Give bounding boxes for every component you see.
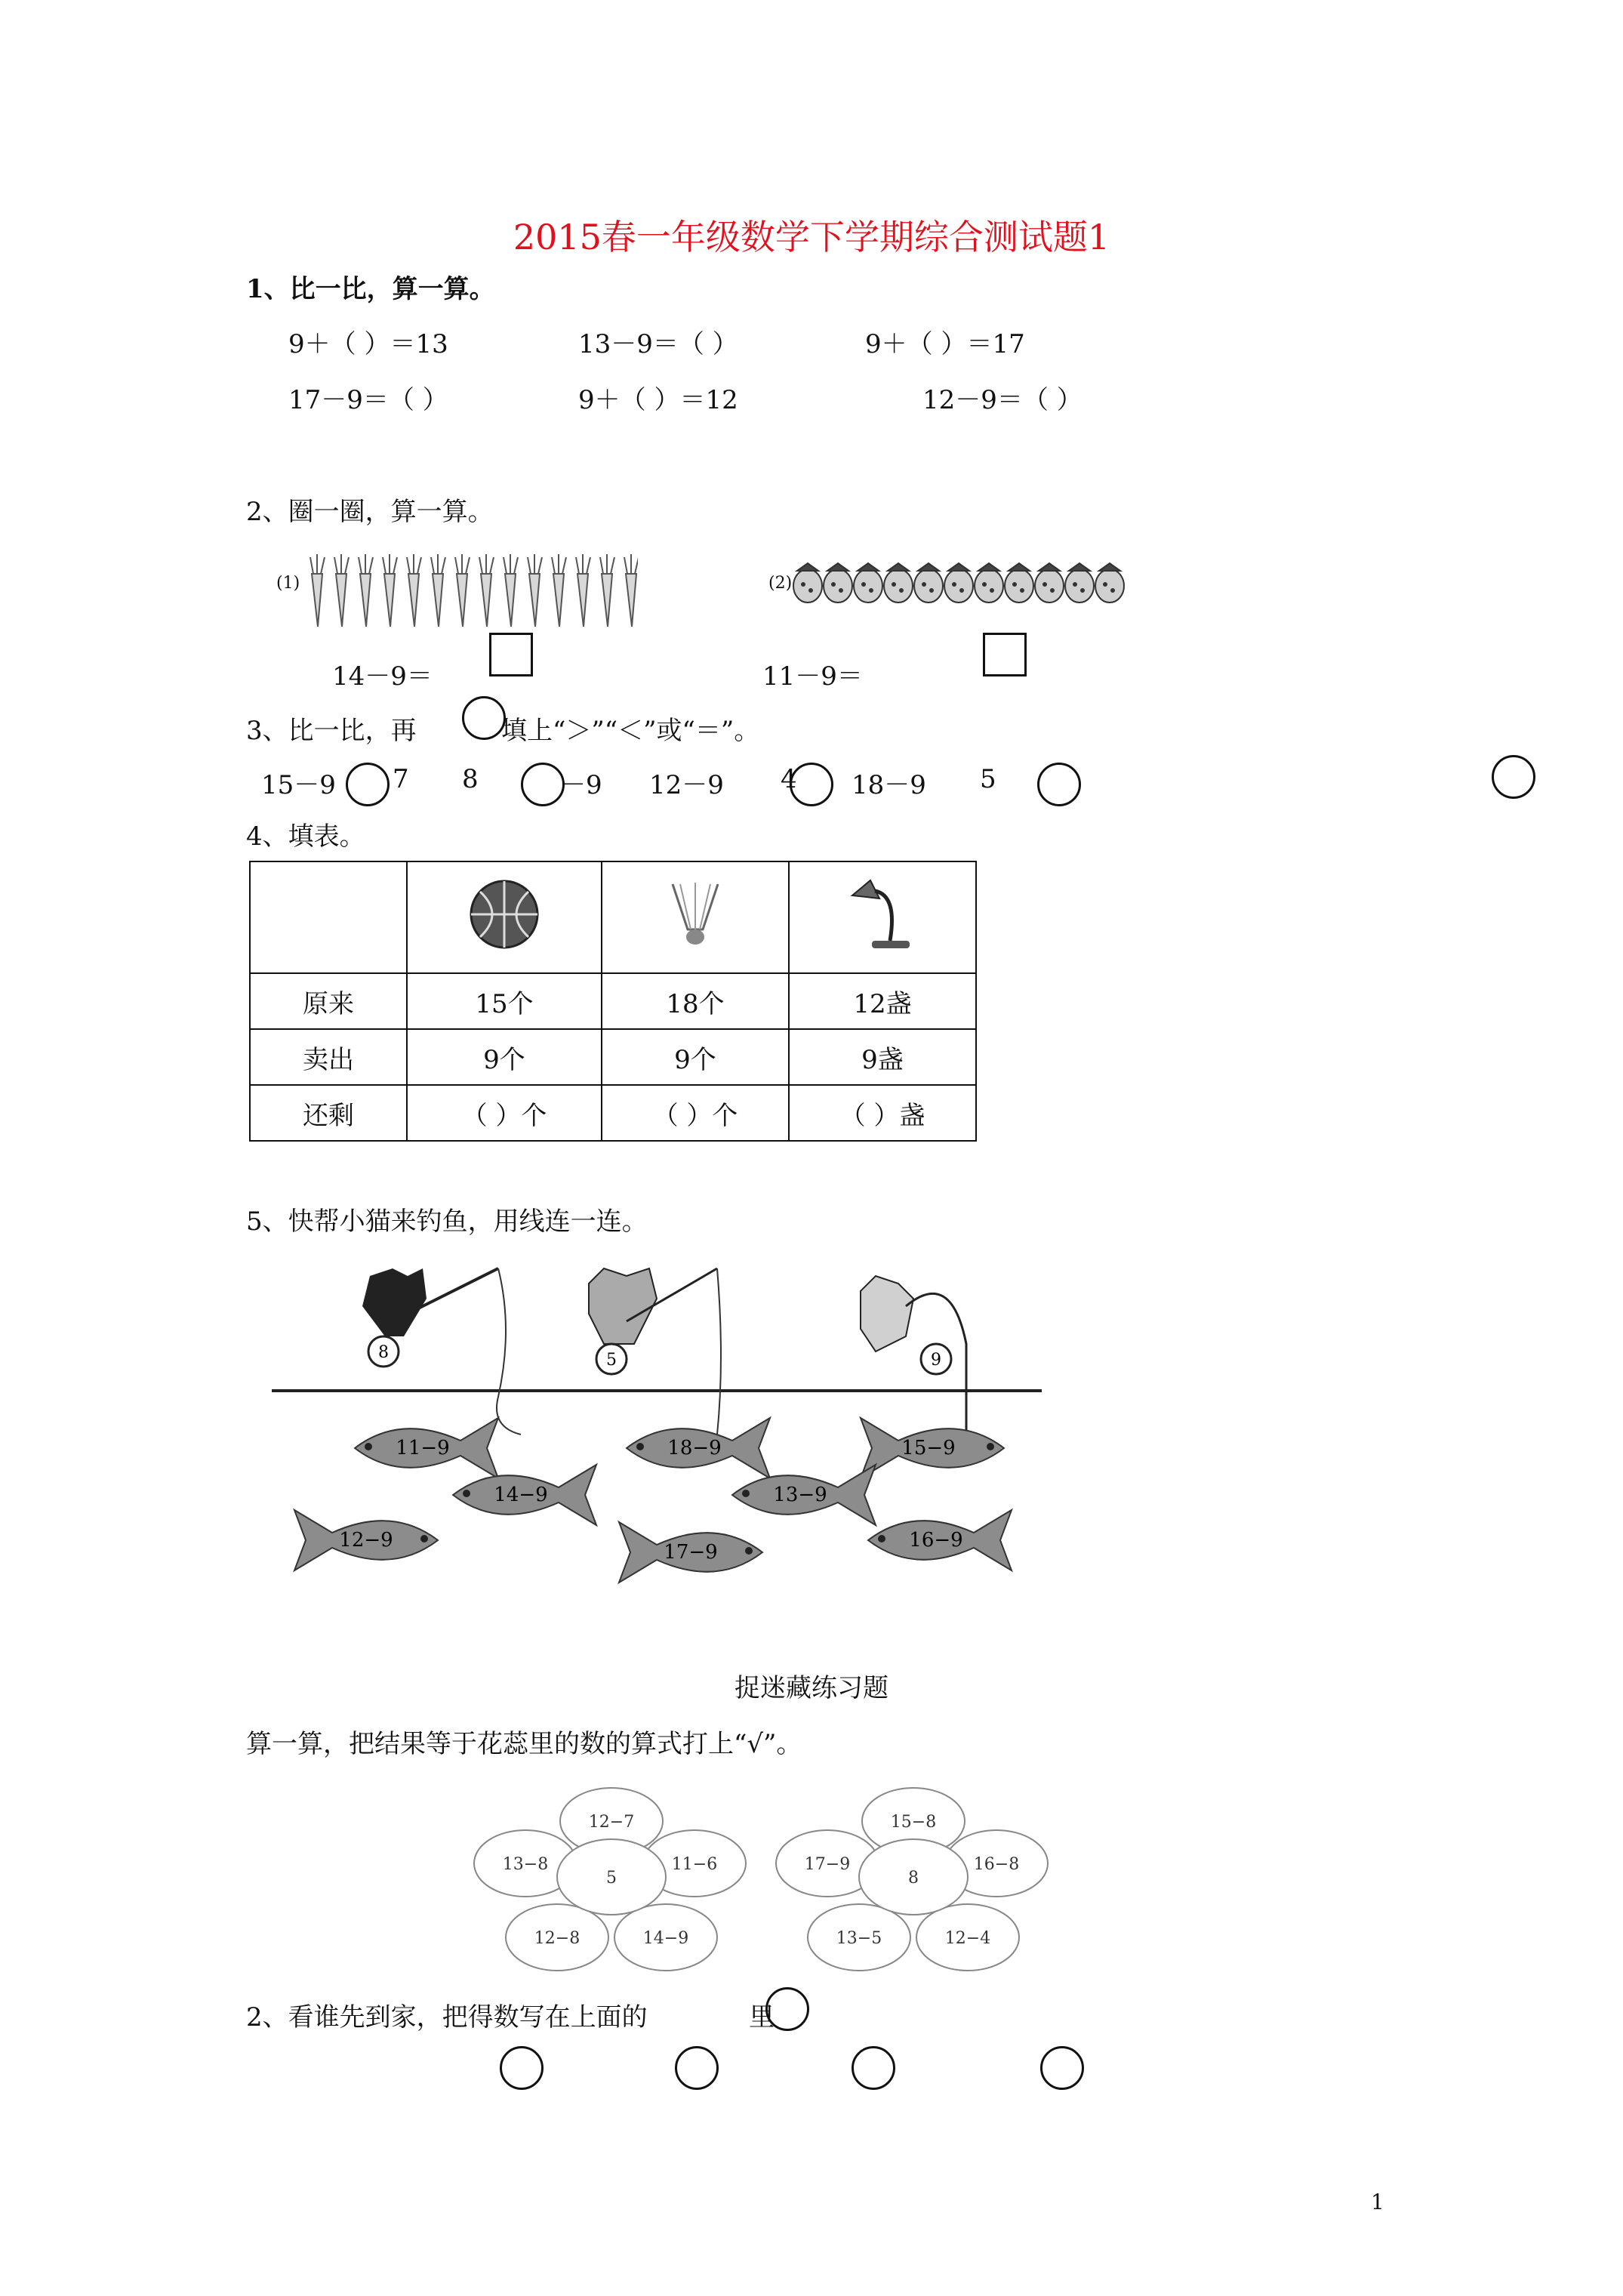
fish-icon bbox=[619, 1522, 762, 1583]
compare-circle[interactable] bbox=[521, 763, 565, 806]
q3-item: 18－9 bbox=[852, 770, 926, 800]
flower-diagram-2 bbox=[770, 1782, 1057, 1978]
compare-circle[interactable] bbox=[790, 763, 833, 806]
answer-box[interactable] bbox=[489, 633, 533, 676]
page-title: 2015春一年级数学下学期综合测试题1 bbox=[513, 217, 1110, 257]
fish-icon bbox=[355, 1418, 498, 1478]
strawberries-picture bbox=[793, 559, 1155, 606]
cat-number: 8 bbox=[378, 1343, 389, 1362]
fish-label: 18−9 bbox=[667, 1437, 722, 1459]
table-corner bbox=[250, 861, 407, 973]
table-cell: 9个 bbox=[602, 1029, 789, 1085]
petal-label: 13−5 bbox=[836, 1929, 882, 1948]
q4-heading: 4、填表。 bbox=[246, 821, 365, 852]
compare-circle[interactable] bbox=[346, 763, 390, 806]
q1-heading: 1、比一比，算一算。 bbox=[246, 274, 495, 304]
fish-icon bbox=[627, 1418, 770, 1478]
q2-eq-2: 11－9＝ bbox=[762, 661, 863, 692]
q3-heading: 3、比一比，再 bbox=[246, 716, 417, 746]
answer-circle[interactable] bbox=[675, 2046, 719, 2090]
table-cell: 18个 bbox=[602, 973, 789, 1029]
table-cell: 9个 bbox=[407, 1029, 602, 1085]
circle-icon bbox=[462, 696, 506, 740]
basketball-icon bbox=[468, 878, 540, 951]
page-number: 1 bbox=[1371, 2190, 1384, 2214]
q1-eq: 9＋（ ）＝13 bbox=[288, 329, 448, 359]
answer-circle[interactable] bbox=[1040, 2046, 1084, 2090]
flower-diagram-1 bbox=[468, 1782, 755, 1978]
lamp-header bbox=[789, 861, 976, 973]
row-label: 还剩 bbox=[250, 1085, 407, 1141]
desk-lamp-icon bbox=[845, 873, 920, 956]
fish-icon bbox=[861, 1418, 1004, 1478]
cat-icon bbox=[362, 1268, 498, 1367]
table-cell[interactable]: （ ）个 bbox=[602, 1085, 789, 1141]
fish-icon bbox=[453, 1465, 596, 1525]
table-cell: 12盏 bbox=[789, 973, 976, 1029]
petal-label: 16−8 bbox=[973, 1855, 1020, 1874]
q3-item: 4 bbox=[781, 764, 797, 794]
cat-number: 9 bbox=[931, 1351, 941, 1370]
fish-icon bbox=[732, 1465, 876, 1525]
petal-label: 13−8 bbox=[502, 1855, 549, 1874]
q3-item: －9 bbox=[560, 770, 602, 800]
petal-label: 11−6 bbox=[671, 1855, 718, 1874]
row-label: 原来 bbox=[250, 973, 407, 1029]
compare-circle[interactable] bbox=[1037, 763, 1081, 806]
cat-icon bbox=[861, 1276, 966, 1442]
answer-box[interactable] bbox=[983, 633, 1027, 676]
fish-label: 15−9 bbox=[901, 1437, 956, 1459]
table-row bbox=[250, 1029, 976, 1085]
fishing-picture bbox=[272, 1253, 1057, 1586]
basketball-header bbox=[407, 861, 602, 973]
cat-icon bbox=[589, 1268, 717, 1374]
q3-item: 7 bbox=[393, 764, 409, 794]
circle-icon bbox=[765, 1987, 809, 2031]
table-cell[interactable]: （ ）个 bbox=[407, 1085, 602, 1141]
q2-label-1: (1) bbox=[276, 574, 300, 593]
row-label: 卖出 bbox=[250, 1029, 407, 1085]
table-cell[interactable]: （ ）盏 bbox=[789, 1085, 976, 1141]
q1-eq: 17－9＝（ ） bbox=[288, 385, 448, 415]
petal-label: 12−4 bbox=[944, 1929, 991, 1948]
cat-number: 5 bbox=[606, 1351, 617, 1370]
q2-heading: 2、圈一圈，算一算。 bbox=[246, 497, 494, 527]
compare-circle[interactable] bbox=[1492, 755, 1535, 799]
table-row bbox=[250, 1085, 976, 1141]
q1-eq: 9＋（ ）＝12 bbox=[578, 385, 738, 415]
table-row bbox=[250, 973, 976, 1029]
q2-eq-1: 14－9＝ bbox=[332, 661, 433, 692]
petal-label: 15−8 bbox=[890, 1813, 937, 1832]
petal-label: 12−7 bbox=[588, 1813, 635, 1832]
flower-instruction: 算一算，把结果等于花蕊里的数的算式打上“√”。 bbox=[246, 1729, 802, 1759]
q3-item: 8 bbox=[462, 764, 479, 794]
section-subtitle: 捉迷藏练习题 bbox=[735, 1673, 888, 1703]
center-label: 8 bbox=[908, 1869, 919, 1888]
fish-label: 17−9 bbox=[664, 1541, 718, 1564]
q1-eq: 12－9＝（ ） bbox=[922, 385, 1083, 415]
q3-item: 12－9 bbox=[649, 770, 724, 800]
center-label: 5 bbox=[606, 1869, 617, 1888]
fish-label: 16−9 bbox=[909, 1529, 963, 1552]
fish-label: 13−9 bbox=[773, 1484, 827, 1506]
fish-icon bbox=[868, 1510, 1012, 1570]
q3-item: 5 bbox=[980, 764, 996, 794]
petal-label: 14−9 bbox=[642, 1929, 689, 1948]
table-cell: 15个 bbox=[407, 973, 602, 1029]
q3-heading-rest: 填上“＞”“＜”或“＝”。 bbox=[501, 716, 760, 746]
answer-circle[interactable] bbox=[500, 2046, 544, 2090]
shuttlecock-icon bbox=[665, 877, 725, 952]
q3-item: 15－9 bbox=[261, 770, 336, 800]
q2b-heading-end: 里 bbox=[749, 2002, 775, 2032]
fish-label: 12−9 bbox=[339, 1529, 393, 1552]
sales-table bbox=[249, 861, 977, 1142]
petal-label: 17−9 bbox=[804, 1855, 851, 1874]
q5-heading: 5、快帮小猫来钓鱼，用线连一连。 bbox=[246, 1207, 648, 1237]
petal-label: 12−8 bbox=[534, 1929, 581, 1948]
q1-eq: 9＋（ ）＝17 bbox=[865, 329, 1025, 359]
q2-label-2: (2) bbox=[768, 574, 793, 593]
table-cell: 9盏 bbox=[789, 1029, 976, 1085]
answer-circle[interactable] bbox=[852, 2046, 895, 2090]
fish-label: 14−9 bbox=[494, 1484, 548, 1506]
q2b-heading: 2、看谁先到家，把得数写在上面的 bbox=[246, 2002, 648, 2032]
q1-eq: 13－9＝（ ） bbox=[578, 329, 738, 359]
fish-label: 11−9 bbox=[396, 1437, 450, 1459]
shuttlecock-header bbox=[602, 861, 789, 973]
fish-icon bbox=[294, 1510, 438, 1570]
carrots-picture bbox=[306, 553, 638, 628]
